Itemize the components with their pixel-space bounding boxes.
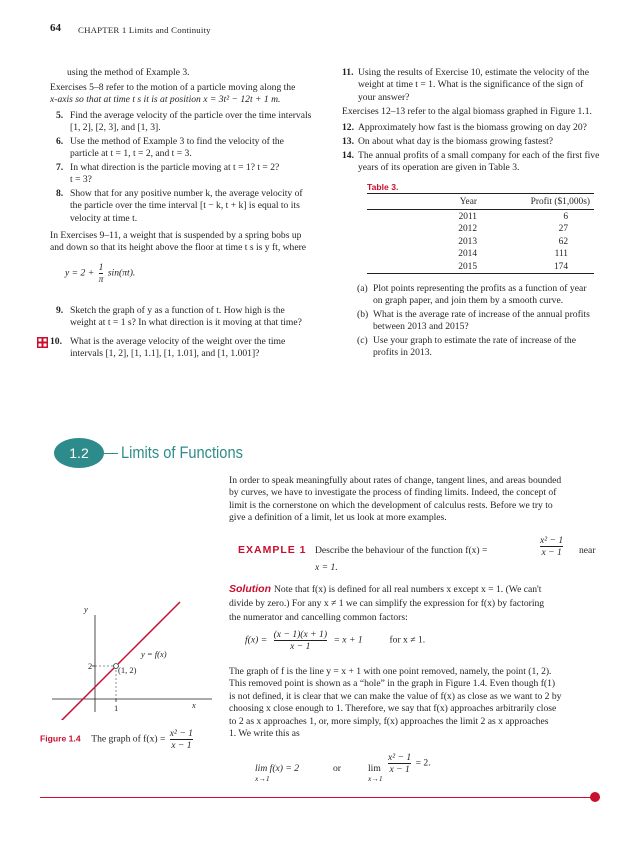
table-header-profit: Profit ($1,000s) <box>530 197 590 207</box>
limit-or: or <box>333 763 341 774</box>
exercise-14-part-b: (b) What is the average rate of increase of the annual profits between 2013 and 2015? <box>357 309 590 333</box>
exercise-intro-line: using the method of Example 3. <box>67 67 190 78</box>
table-row: 2014 111 <box>458 249 568 260</box>
figure-caption: Figure 1.4 The graph of f(x) = $\frac{\text{x² − 1}}{x - 1}$ <box>40 728 193 751</box>
exercise-5: 5. Find the average velocity of the particle over the time intervals [1, 2], [2, 3], and [1, 3]. <box>56 110 312 134</box>
exercise-14: 14. The annual profits of a small company for each of the first five years of its operation are given in Table 3. <box>342 150 600 174</box>
graph-line-left <box>52 668 114 720</box>
section-badge <box>54 438 104 468</box>
exercise-13: 13. On about what day is the biomass growing fastest? <box>342 136 554 147</box>
table-header-row <box>367 196 594 208</box>
bottom-rule <box>40 797 600 798</box>
exercise-12: 12. Approximately how fast is the biomass growing on day 20? <box>342 122 587 133</box>
profit-table-body <box>367 211 594 273</box>
example-text: Describe the behaviour of the function f(x) = <box>315 545 488 556</box>
limit-expression-1: lim f(x) = 2 x→1 <box>255 763 300 784</box>
limit-expression-2: lim x→1 <box>368 763 383 784</box>
example-near: near <box>579 545 596 556</box>
section-title: Limits of Functions <box>121 443 243 462</box>
solution-line3: the numerator and cancelling common factors: <box>229 612 408 623</box>
figure-curve-label: y = f(x) <box>141 649 167 659</box>
example-line2: x = 1. <box>315 562 338 573</box>
section-intro-paragraph: In order to speak meaningfully about rates of change, tangent lines, and areas bounded by curves, we have to investigate the process of finding limits. Indeed, the concept of limit is the cornerstone on which the development of calculus rests. Before we try to give a definition of a limit, let us look at more examples. <box>229 475 562 524</box>
solution-line1: Note that f(x) is defined for all real numbers x except x = 1. (We can't <box>274 584 542 595</box>
figure-tick-y-label: 2 <box>88 661 93 671</box>
figure-y-label: y <box>84 604 88 614</box>
solution-label: Solution <box>229 583 271 595</box>
calculator-icon <box>37 337 48 352</box>
limit-expression-2-fraction: $\frac{\text{x² − 1}}{x - 1}$ = 2. <box>388 752 431 775</box>
exercise-10: 10. What is the average velocity of the weight over the time intervals [1, 2], [1, 1.1], [1, 1.01], and [1, 1.001]? <box>50 336 286 360</box>
example-fraction: $\frac{\text{x² − 1}}{x - 1}$ <box>540 535 564 558</box>
figure-x-label: x <box>192 700 196 710</box>
spring-formula: y = 2 + $\frac{1}{\pi}$ sin(πt). <box>65 262 136 285</box>
exercises-12-13-intro: Exercises 12–13 refer to the algal biomass graphed in Figure 1.1. <box>342 106 592 117</box>
exercise-14-part-a: (a) Plot points representing the profits as a function of year on graph paper, and join them by a smooth curve. <box>357 283 587 307</box>
table-row: 2013 62 <box>458 236 568 247</box>
exercise-7: 7. In what direction is the particle moving at t = 1? t = 2? t = 3? <box>56 162 280 186</box>
table-row: 2012 27 <box>458 224 568 235</box>
page-number: 64 <box>50 22 61 34</box>
table-row: 2015 174 <box>458 261 568 272</box>
exercises-9-11-intro: In Exercises 9–11, a weight that is suspended by a spring bobs up and down so that its height above the floor at time t s is y ft, where <box>50 230 307 254</box>
solution-line2: divide by zero.) For any x ≠ 1 we can simplify the expression for f(x) by factoring <box>229 598 545 609</box>
figure-point-label: (1, 2) <box>118 665 137 675</box>
factoring-equation: f(x) = $\frac{(x - 1)(x + 1)}{x - 1}$ = x + 1 for x ≠ 1. <box>245 629 426 652</box>
exercise-8: 8. Show that for any positive number k, the average velocity of the particle over the time interval [t − k, t + k] is equal to its velocity at time t. <box>56 188 303 224</box>
table-row: 2011 6 <box>458 212 568 222</box>
exercise-11: 11. Using the results of Exercise 10, estimate the velocity of the weight at time t = 1. What is the significance of the sign of your answer? <box>342 67 589 103</box>
table-bottom-rule <box>367 273 594 274</box>
table-top-rule <box>367 193 594 194</box>
exercises-5-8-intro: Exercises 5–8 refer to the motion of a particle moving along the x-axis so that at time t s it is at position x = 3t² − 12t + 1 m. <box>50 82 296 106</box>
section-connector <box>104 453 118 454</box>
example-label: EXAMPLE 1 <box>238 544 307 556</box>
figure-tick-x-label: 1 <box>114 703 119 713</box>
solution-paragraph: The graph of f is the line y = x + 1 with one point removed, namely, the point (1, 2). This removed point is shown as a “hole” in the graph in Figure 1.4. Even though f(1) is not defined, it is clear that we can make the value of f(x) as close as we want to 2 by choosing x close enough to 1. Therefore, we say that f(x) approaches arbitrarily close to 2 as x approaches 1, or, more simply, f(x) approaches the limit 2 as x approaches 1. We write this as <box>229 666 562 740</box>
end-marker <box>590 792 600 802</box>
exercise-6: 6. Use the method of Example 3 to find the velocity of the particle at t = 1, t = 2, and t = 3. <box>56 136 284 160</box>
running-header: CHAPTER 1 Limits and Continuity <box>78 25 211 35</box>
exercise-14-part-c: (c) Use your graph to estimate the rate of increase of the profits in 2013. <box>357 335 576 359</box>
table-caption: Table 3. <box>367 182 399 192</box>
table-header-year: Year <box>459 197 477 207</box>
profit-table <box>367 196 594 208</box>
table-header-rule <box>367 209 594 210</box>
exercise-9: 9. Sketch the graph of y as a function of t. How high is the weight at t = 1 s? In what direction is it moving at that time? <box>56 305 302 329</box>
section-number: 1.2 <box>69 445 89 461</box>
